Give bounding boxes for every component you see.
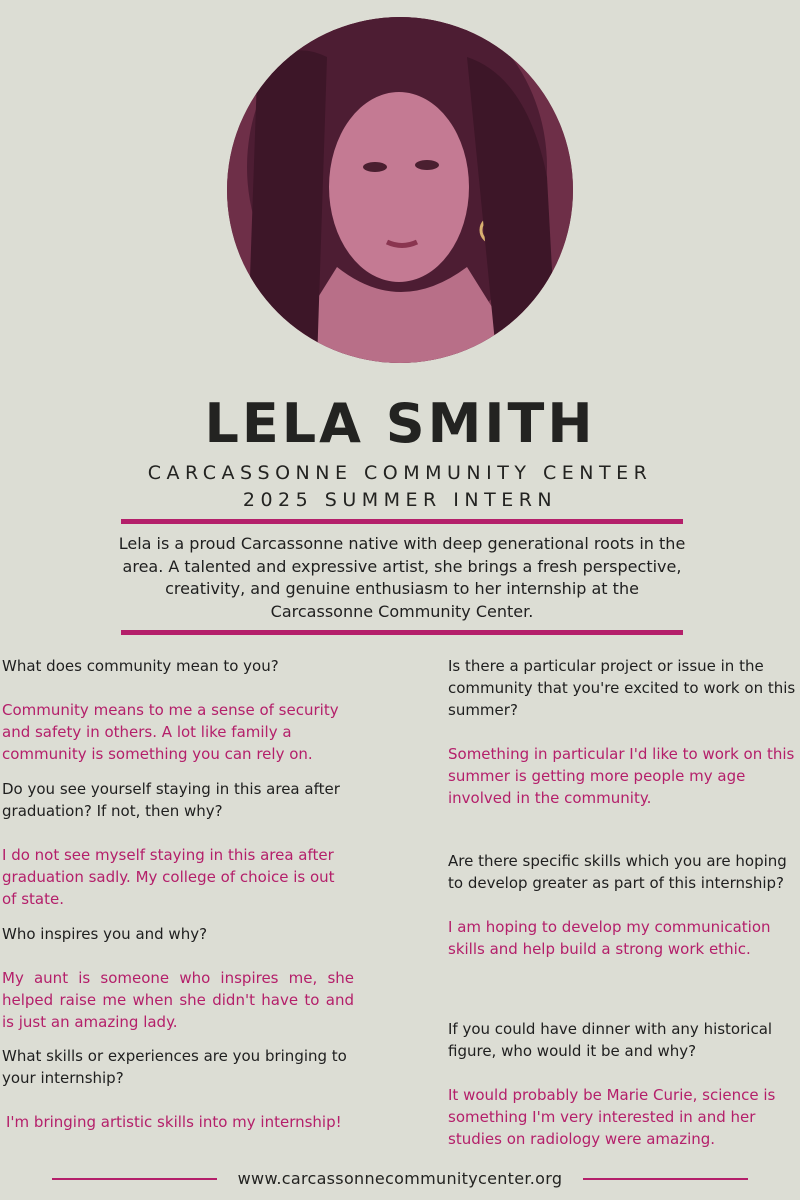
qa-item	[2, 778, 352, 910]
question-text: What skills or experiences are you bringing to your internship?	[2, 1047, 347, 1087]
footer-divider-right	[583, 1178, 748, 1180]
answer-text: Something in particular I'd like to work on this summer is getting more people my age involved in the community.	[448, 745, 795, 807]
qa-item	[448, 1018, 788, 1150]
question-text: Are there specific skills which you are hoping to develop greater as part of this internship?	[448, 852, 787, 892]
organization-title: CARCASSONNE COMMUNITY CENTER	[147, 462, 653, 484]
website-link[interactable]: www.carcassonnecommunitycenter.org	[237, 1169, 563, 1188]
answer-text: I am hoping to develop my communication skills and help build a strong work ethic.	[448, 918, 771, 958]
qa-item	[448, 850, 800, 960]
qa-item	[2, 923, 354, 1033]
answer-text: I do not see myself staying in this area after graduation sadly. My college of choice is out of state.	[2, 846, 335, 908]
intern-role: 2025 SUMMER INTERN	[242, 489, 558, 511]
answer-text: Community means to me a sense of security and safety in others. A lot like family a community is something you can rely on.	[2, 701, 339, 763]
question-text: If you could have dinner with any historical figure, who would it be and why?	[448, 1020, 773, 1060]
top-divider	[121, 519, 683, 524]
question-text: What does community mean to you?	[2, 657, 279, 675]
answer-text: It would probably be Marie Curie, science is something I'm very interested in and her studies on radiology were amazing.	[448, 1086, 776, 1148]
question-text: Is there a particular project or issue in the community that you're excited to work on this summer?	[448, 657, 796, 719]
answer-text: I'm bringing artistic skills into my internship!	[6, 1113, 342, 1131]
qa-item	[2, 1045, 352, 1133]
qa-item	[2, 655, 352, 765]
question-text: Do you see yourself staying in this area after graduation? If not, then why?	[2, 780, 340, 820]
qa-item	[448, 655, 798, 809]
bottom-divider	[121, 630, 683, 635]
profile-photo	[227, 17, 573, 363]
bio-paragraph: Lela is a proud Carcassonne native with deep generational roots in the area. A talented and expressive artist, she brings a fresh perspective, creativity, and genuine enthusiasm to her internship at the Carcassonne Community Center.	[118, 534, 686, 621]
question-text: Who inspires you and why?	[2, 925, 208, 943]
answer-text: My aunt is someone who inspires me, she helped raise me when she didn't have to and is just an amazing lady.	[2, 969, 354, 1031]
intern-name: LELA SMITH	[204, 392, 596, 455]
